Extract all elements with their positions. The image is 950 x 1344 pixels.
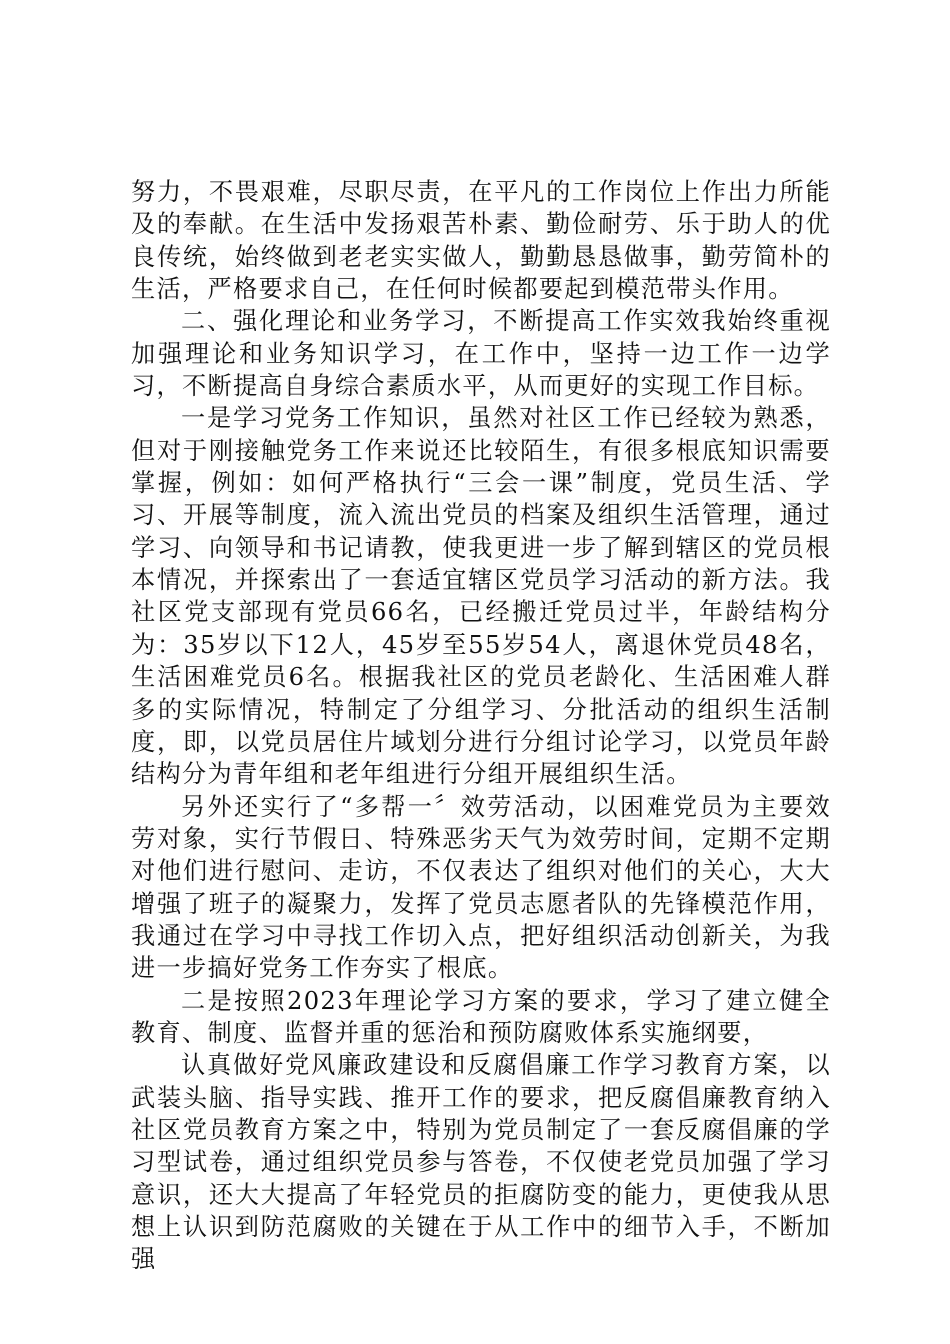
paragraph-continuation: 努力，不畏艰难，尽职尽责，在平凡的工作岗位上作出力所能及的奉献。在生活中发扬艰苦朴素、勤俭耐劳、乐于助人的优良传统，始终做到老老实实做人，勤勤恳恳做事，勤劳简朴的生活，严格要求自己，在任何时候都要起到模范带头作用。 [131,178,831,304]
paragraph-anti-corruption: 认真做好党风廉政建设和反腐倡廉工作学习教育方案，以武装头脑、指导实践、推开工作的要求，把反腐倡廉教育纳入社区党员教育方案之中，特别为党员制定了一套反腐倡廉的学习型试卷，通过组织党员参与答卷，不仅使老党员加强了学习意识，还大大提高了年轻党员的拒腐防变的能力，更使我从思想上认识到防范腐败的关键在于从工作中的细节入手，不断加强 [131,1051,831,1274]
paragraph-point-two: 二是按照2023年理论学习方案的要求，学习了建立健全教育、制度、监督并重的惩治和预防腐败体系实施纲要， [131,986,831,1047]
paragraph-service-activity: 另外还实行了“多帮一〞效劳活动，以困难党员为主要效劳对象，实行节假日、特殊恶劣天气为效劳时间，定期不定期对他们进行慰问、走访，不仅表达了组织对他们的关心，大大增强了班子的凝聚力，发挥了党员志愿者队的先锋模范作用，我通过在学习中寻找工作切入点，把好组织活动创新关，为我进一步搞好党务工作夯实了根底。 [131,792,831,983]
paragraph-section-two-heading: 二、强化理论和业务学习，不断提高工作实效我始终重视加强理论和业务知识学习，在工作中，坚持一边工作一边学习，不断提高自身综合素质水平，从而更好的实现工作目标。 [131,307,831,401]
paragraph-point-one: 一是学习党务工作知识，虽然对社区工作已经较为熟悉，但对于刚接触党务工作来说还比较陌生，有很多根底知识需要掌握，例如：如何严格执行“三会一课”制度，党员生活、学习、开展等制度，流入流出党员的档案及组织生活管理，通过学习、向领导和书记请教，使我更进一步了解到辖区的党员根本情况，并探索出了一套适宜辖区党员学习活动的新方法。我社区党支部现有党员66名，已经搬迁党员过半，年龄结构分为：35岁以下12人，45岁至55岁54人，离退休党员48名，生活困难党员6名。根据我社区的党员老龄化、生活困难人群多的实际情况，特制定了分组学习、分批活动的组织生活制度，即，以党员居住片域划分进行分组讨论学习，以党员年龄结构分为青年组和老年组进行分组开展组织生活。 [131,404,831,789]
document-body [131,176,831,1276]
